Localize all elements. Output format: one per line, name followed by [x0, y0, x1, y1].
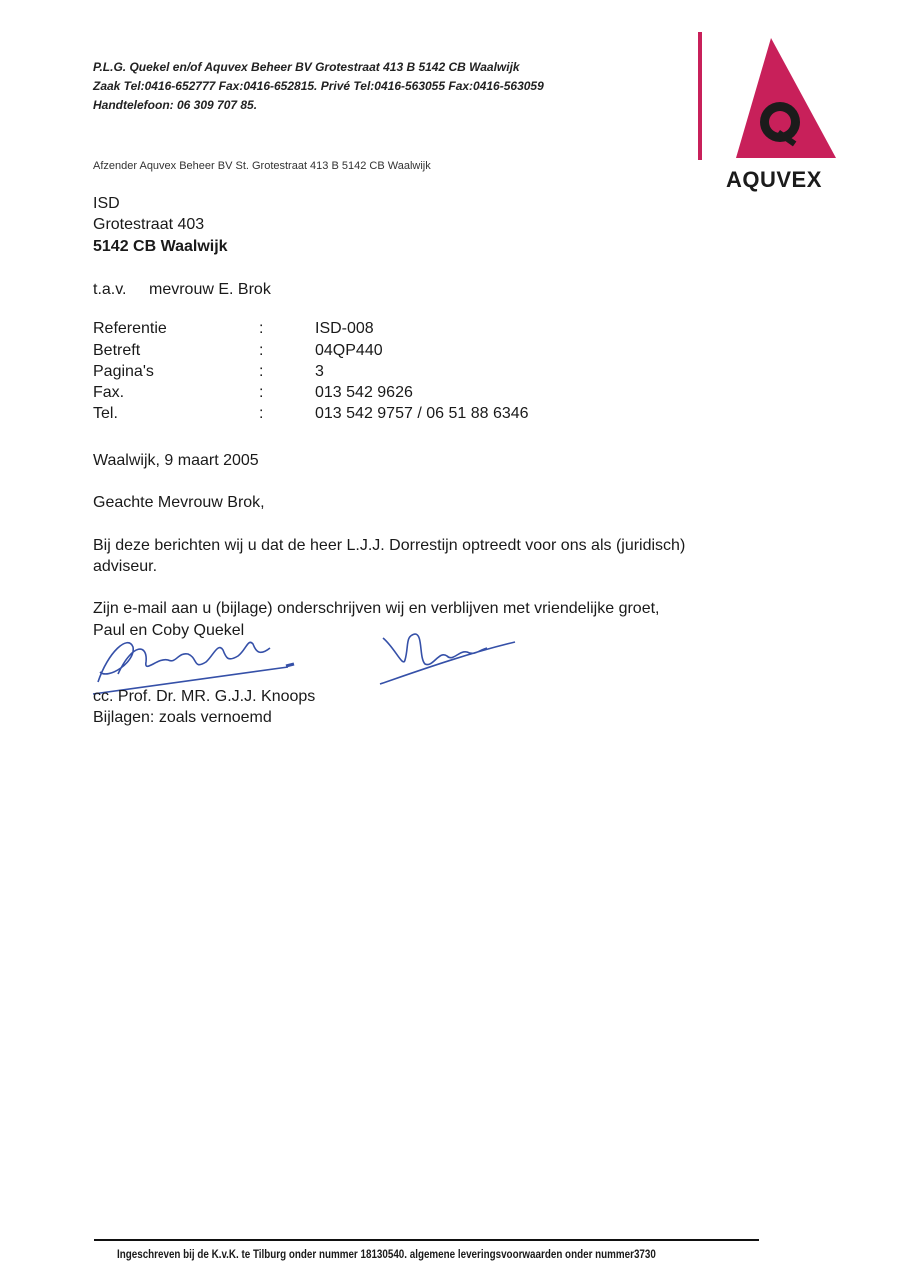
- cc-line: cc. Prof. Dr. MR. G.J.J. Knoops: [93, 688, 316, 705]
- reference-label: Pagina's: [93, 363, 154, 380]
- reference-value: ISD-008: [315, 320, 374, 337]
- reference-label: Tel.: [93, 405, 118, 422]
- closing-line: Zijn e-mail aan u (bijlage) onderschrijven wij en verblijven met vriendelijke groet,: [93, 600, 660, 617]
- reference-separator: :: [259, 320, 264, 337]
- logo-wordmark: AQUVEX: [726, 167, 822, 192]
- reference-value: 013 542 9626: [315, 384, 413, 401]
- signatories: Paul en Coby Quekel: [93, 622, 245, 639]
- reference-separator: :: [259, 405, 264, 422]
- reference-separator: :: [259, 384, 264, 401]
- reference-label: Betreft: [93, 342, 141, 359]
- reference-value: 013 542 9757 / 06 51 88 6346: [315, 405, 529, 422]
- recipient-name: ISD: [93, 195, 120, 212]
- body-paragraph-line-2: adviseur.: [93, 558, 158, 575]
- reference-value: 3: [315, 363, 324, 380]
- attention-label: t.a.v.: [93, 281, 127, 298]
- signature-second-icon: [375, 628, 520, 690]
- footer-divider: [94, 1239, 759, 1241]
- body-paragraph-line-1: Bij deze berichten wij u dat de heer L.J.J. Dorrestijn optreedt voor ons als (juridisch): [93, 537, 686, 554]
- reference-value: 04QP440: [315, 342, 383, 359]
- letterhead-line-2: Zaak Tel:0416-652777 Fax:0416-652815. Privé Tel:0416-563055 Fax:0416-563059: [93, 79, 544, 93]
- letter-date: Waalwijk, 9 maart 2005: [93, 452, 259, 469]
- letterhead-line-3: Handtelefoon: 06 309 707 85.: [93, 98, 258, 112]
- recipient-street: Grotestraat 403: [93, 216, 205, 233]
- reference-label: Fax.: [93, 384, 125, 401]
- aquvex-logo: [696, 30, 856, 195]
- attention-name: mevrouw E. Brok: [149, 281, 271, 298]
- footer-registration: Ingeschreven bij de K.v.K. te Tilburg onder nummer 18130540. algemene leveringsvoorwaarden onder nummer3730: [117, 1247, 656, 1261]
- attachments-line: Bijlagen: zoals vernoemd: [93, 709, 272, 726]
- letterhead-line-1: P.L.G. Quekel en/of Aquvex Beheer BV Grotestraat 413 B 5142 CB Waalwijk: [93, 60, 520, 74]
- reference-separator: :: [259, 363, 264, 380]
- recipient-city: 5142 CB Waalwijk: [93, 238, 228, 255]
- salutation: Geachte Mevrouw Brok,: [93, 494, 265, 511]
- reference-label: Referentie: [93, 320, 167, 337]
- sender-line: Afzender Aquvex Beheer BV St. Grotestraat 413 B 5142 CB Waalwijk: [93, 160, 431, 172]
- reference-separator: :: [259, 342, 264, 359]
